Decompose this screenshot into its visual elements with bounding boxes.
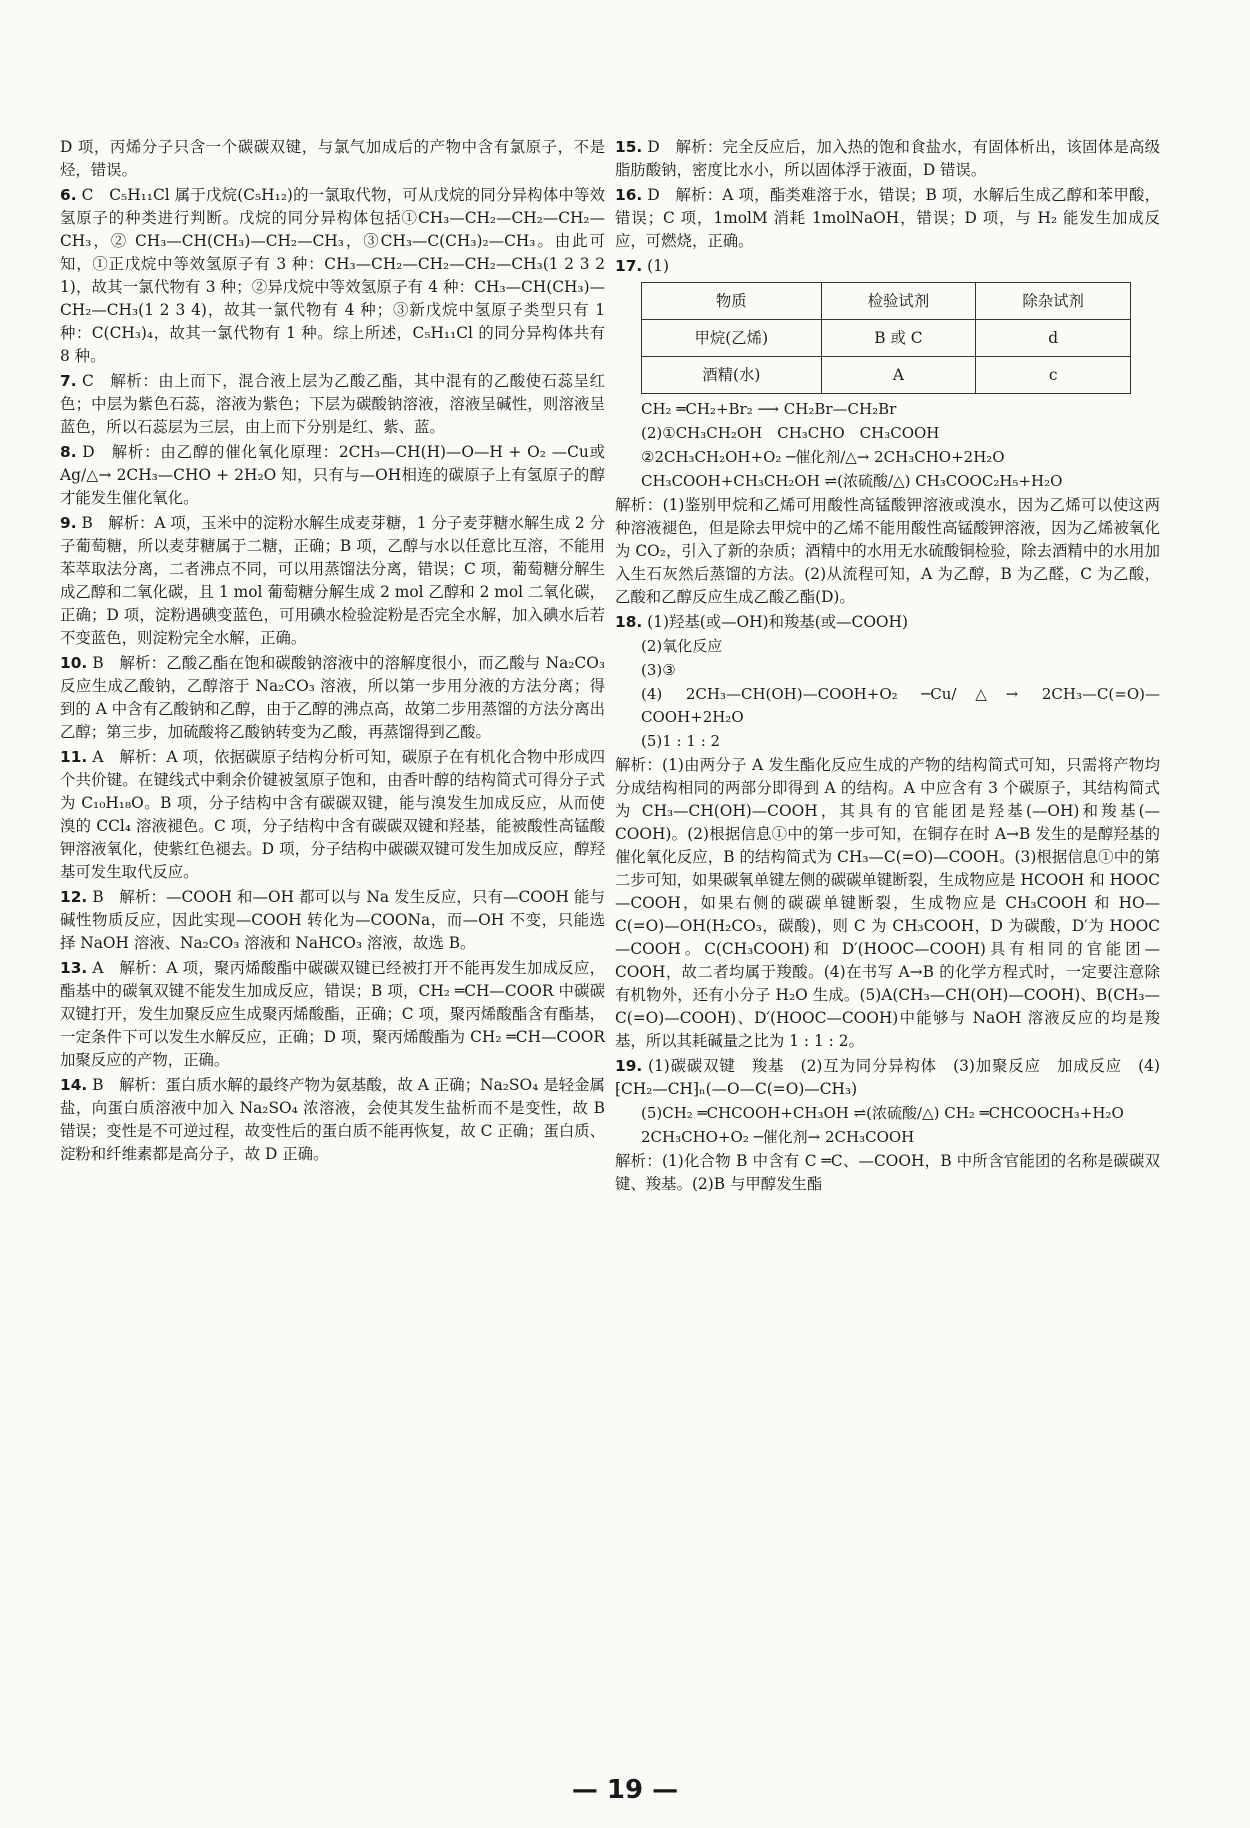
table-cell: 酒精(水) xyxy=(642,357,822,394)
table-cell: c xyxy=(976,357,1131,394)
equation: 2CH₃CHO+O₂ ─催化剂→ 2CH₃COOH xyxy=(641,1128,915,1146)
explanation: 解析：(1)化合物 B 中含有 C ═C、—COOH，B 中所含官能团的名称是碳碳双键、羧基。(2)B 与甲醇发生酯 xyxy=(615,1152,1160,1193)
table-cell: 甲烷(乙烯) xyxy=(642,320,822,357)
explanation: 解析：(1)由两分子 A 发生酯化反应生成的产物的结构简式可知，只需将产物均分成结构相同的两部分即得到 A 的结构。A 中应含有 3 个碳原子，其结构简式为 CH₃—CH(OH)—COOH，其具有的官能团是羟基(—OH)和羧基(—COOH)。(2)根据信息①中的第一步可知，在铜存在时 A→B 发生的是醇羟基的催化氧化反应，B 的结构简式为 CH₃—C(=O)—COOH。(3)根据信息①中的第二步可知，如果碳氧单键左侧的碳碳单键断裂，生成物应是 HCOOH 和 HOOC—COOH，如果右侧的碳碳单键断裂，生成物应是 CH₃COOH 和 HO—C(=O)—OH(H₂CO₃，碳酸)，则 C 为 CH₃COOH，D 为碳酸，D′为 HOOC—COOH。C(CH₃COOH)和 D′(HOOC—COOH)具有相同的官能团—COOH，故二者均属于羧酸。(4)在书写 A→B 的化学方程式时，一定要注意除有机物外，还有小分子 H₂O 生成。(5)A(CH₃—CH(OH)—COOH)、B(CH₃—C(=O)—COOH)、D′(HOOC—COOH)中能够与 NaOH 溶液反应的均是羧基，所以其耗碱量之比为 1 : 1 : 2。 xyxy=(615,756,1160,1050)
answer-8: 8. D 解析：由乙醇的催化氧化原理：2CH₃—CH(H)—O—H + O₂ —Cu或Ag/△→ 2CH₃—CHO + 2H₂O 知，只有与—OH相连的碳原子上有氢原子的醇才能发生催化氧化。 xyxy=(60,443,605,507)
answer-5-cont: D 项，丙烯分子只含一个碳碳双键，与氯气加成后的产物中含有氯原子，不是烃，错误。 xyxy=(60,138,605,179)
table-cell: d xyxy=(976,320,1131,357)
answer-6: 6. C C₅H₁₁Cl 属于戊烷(C₅H₁₂)的一氯取代物，可从戊烷的同分异构体中等效氢原子的种类进行判断。戊烷的同分异构体包括①CH₃—CH₂—CH₂—CH₂—CH₃，② CH₃—CH(CH₃)—CH₂—CH₃，③CH₃—C(CH₃)₂—CH₃。由此可知，①正戊烷中等效氢原子有 3 种：CH₃—CH₂—CH₂—CH₂—CH₃(1 2 3 2 1)，故其一氯代物有 3 种；②异戊烷中等效氢原子有 4 种：CH₃—CH(CH₃)—CH₂—CH₃(1 2 3 4)，故其一氯代物有 4 种；③新戊烷中氢原子类型只有 1 种：C(CH₃)₄，故其一氯代物有 1 种。综上所述，C₅H₁₁Cl 的同分异构体共有 8 种。 xyxy=(60,186,605,365)
answer-14: 14. B 解析：蛋白质水解的最终产物为氨基酸，故 A 正确；Na₂SO₄ 是轻金属盐，向蛋白质溶液中加入 Na₂SO₄ 浓溶液，会使其发生盐析而不是变性，故 B 错误；变性是不可逆过程，故变性后的蛋白质不能再恢复，故 C 正确；蛋白质、淀粉和纤维素都是高分子，故 D 正确。 xyxy=(60,1076,605,1163)
equation: CH₂ ═CH₂+Br₂ ⟶ CH₂Br—CH₂Br xyxy=(641,400,897,418)
answer-9: 9. B 解析：A 项，玉米中的淀粉水解生成麦芽糖，1 分子麦芽糖水解生成 2 分子葡萄糖，所以麦芽糖属于二糖，正确；B 项，乙醇与水以任意比互溶，不能用苯萃取法分离，二者沸点不同，可以用蒸馏法分离，错误；C 项，葡萄糖分解生成乙醇和二氧化碳，且 1 mol 葡萄糖分解生成 2 mol 乙醇和 2 mol 二氧化碳，正确；D 项，淀粉遇碘变蓝色，可用碘水检验淀粉是否完全水解，加入碘水后若不变蓝色，则淀粉完全水解，正确。 xyxy=(60,514,605,647)
equation: (4) 2CH₃—CH(OH)—COOH+O₂ ─Cu/△→ 2CH₃—C(=O)—COOH+2H₂O xyxy=(641,685,1160,726)
table-row xyxy=(642,320,1131,357)
answer-18: 18. (1)羟基(或—OH)和羧基(或—COOH) (2)氧化反应 (3)③ (4) 2CH₃—CH(OH)—COOH+O₂ ─Cu/△→ 2CH₃—C(=O)—COOH+2H₂O (5)1 : 1 : 2 解析：(1)由两分子 A 发生酯化反应生成的产物的结构简式可知，只需将产物均分成结构相同的两部分即得到 A 的结构。A 中应含有 3 个碳原子，其结构简式为 CH₃—CH(OH)—COOH，其具有的官能团是羟基(—OH)和羧基(—COOH)。(2)根据信息①中的第一步可知，在铜存在时 A→B 发生的是醇羟基的催化氧化反应，B 的结构简式为 CH₃—C(=O)—COOH。(3)根据信息①中的第二步可知，如果碳氧单键左侧的碳碳单键断裂，生成物应是 HCOOH 和 HOOC—COOH，如果右侧的碳碳单键断裂，生成物应是 CH₃COOH 和 HO—C(=O)—OH(H₂CO₃，碳酸)，则 C 为 CH₃COOH，D 为碳酸，D′为 HOOC—COOH。C(CH₃COOH)和 D′(HOOC—COOH)具有相同的官能团—COOH，故二者均属于羧酸。(4)在书写 A→B 的化学方程式时，一定要注意除有机物外，还有小分子 H₂O 生成。(5)A(CH₃—CH(OH)—COOH)、B(CH₃—C(=O)—COOH)、D′(HOOC—COOH)中能够与 NaOH 溶液反应的均是羧基，所以其耗碱量之比为 1 : 1 : 2。 xyxy=(615,611,1160,1053)
table-cell: B 或 C xyxy=(821,320,976,357)
answer-7: 7. C 解析：由上而下，混合液上层为乙酸乙酯，其中混有的乙酸使石蕊呈红色；中层为紫色石蕊，溶液为紫色；下层为碳酸钠溶液，溶液呈碱性，则溶液呈蓝色，所以石蕊层为三层，由上而下分别是红、紫、蓝。 xyxy=(60,372,605,436)
answer-17: 17. (1) 物质 检验试剂 除杂试剂 甲烷(乙烯) B 或 C d 酒精(水) A c CH₂ ═CH₂+Br₂ ⟶ CH₂Br—CH₂Br (2)①CH₃CH₂OH CH₃CHO CH₃COOH ②2CH₃CH₂OH+O₂ ─催化剂/△→ 2CH₃CHO+2H₂O CH₃COOH+CH₃CH₂OH ⇌(浓硫酸/△) CH₃COOC₂H₅+H₂O 解析：(1)鉴别甲烷和乙烯可用酸性高锰酸钾溶液或溴水，因为乙烯可以使这两种溶液褪色，但是除去甲烷中的乙烯不能用酸性高锰酸钾溶液，因为乙烯被氧化为 CO₂，引入了新的杂质；酒精中的水用无水硫酸铜检验，除去酒精中的水用加入生石灰然后蒸馏的方法。(2)从流程可知，A 为乙醇，B 为乙醛，C 为乙酸，乙酸和乙醇反应生成乙酸乙酯(D)。 xyxy=(615,255,1160,609)
equation: ②2CH₃CH₂OH+O₂ ─催化剂/△→ 2CH₃CHO+2H₂O xyxy=(641,448,1005,466)
table-row xyxy=(642,357,1131,394)
table-cell: A xyxy=(821,357,976,394)
answer-16: 16. D 解析：A 项，酯类难溶于水，错误；B 项，水解后生成乙醇和苯甲酸，错误；C 项，1molM 消耗 1molNaOH，错误；D 项，与 H₂ 能发生加成反应，可燃烧，正确。 xyxy=(615,186,1160,250)
left-column xyxy=(60,136,605,1168)
table-header-cell: 物质 xyxy=(642,283,822,320)
answer-13: 13. A 解析：A 项，聚丙烯酸酯中碳碳双键已经被打开不能再发生加成反应，酯基中的碳氧双键不能发生加成反应，错误；B 项，CH₂ ═CH—COOR 中碳碳双键打开，发生加聚反应生成聚丙烯酸酯，正确；C 项，聚丙烯酸酯含有酯基，一定条件下可以发生水解反应，正确；D 项，聚丙烯酸酯为 CH₂ ═CH—COOR 加聚反应的产物，正确。 xyxy=(60,959,605,1069)
table-header-row xyxy=(642,283,1131,320)
answer-line: (3)③ xyxy=(641,661,676,679)
answer-12: 12. B 解析：—COOH 和—OH 都可以与 Na 发生反应，只有—COOH 能与碱性物质反应，因此实现—COOH 转化为—COONa，而—OH 不变，只能选择 NaOH 溶液、Na₂CO₃ 溶液和 NaHCO₃ 溶液，故选 B。 xyxy=(60,888,605,952)
answer-line: (2)氧化反应 xyxy=(641,637,723,655)
answer-11: 11. A 解析：A 项，依据碳原子结构分析可知，碳原子在有机化合物中形成四个共价键。在键线式中剩余价键被氢原子饱和，由香叶醇的结构简式可得分子式为 C₁₀H₁₈O。B 项，分子结构中含有碳碳双键，能与溴发生加成反应，从而使溴的 CCl₄ 溶液褪色。C 项，分子结构中含有碳碳双键和羟基，能被酸性高锰酸钾溶液氧化，使紫红色褪去。D 项，分子结构中碳碳双键可发生加成反应，醇羟基可发生取代反应。 xyxy=(60,748,605,881)
answer-line: (5)1 : 1 : 2 xyxy=(641,732,721,750)
equation: (5)CH₂ ═CHCOOH+CH₃OH ⇌(浓硫酸/△) CH₂ ═CHCOOCH₃+H₂O xyxy=(641,1104,1124,1122)
page-number: — 19 — xyxy=(571,1775,679,1805)
reagent-table xyxy=(641,282,1131,394)
table-header-cell: 检验试剂 xyxy=(821,283,976,320)
answer-15: 15. D 解析：完全反应后，加入热的饱和食盐水，有固体析出，该固体是高级脂肪酸钠，密度比水小，所以固体浮于液面，D 错误。 xyxy=(615,138,1160,179)
right-column xyxy=(615,136,1160,1198)
answer-line: (2)①CH₃CH₂OH CH₃CHO CH₃COOH xyxy=(641,424,940,442)
equation: CH₃COOH+CH₃CH₂OH ⇌(浓硫酸/△) CH₃COOC₂H₅+H₂O xyxy=(641,472,1063,490)
explanation: 解析：(1)鉴别甲烷和乙烯可用酸性高锰酸钾溶液或溴水，因为乙烯可以使这两种溶液褪色，但是除去甲烷中的乙烯不能用酸性高锰酸钾溶液，因为乙烯被氧化为 CO₂，引入了新的杂质；酒精中的水用无水硫酸铜检验，除去酒精中的水用加入生石灰然后蒸馏的方法。(2)从流程可知，A 为乙醇，B 为乙醛，C 为乙酸，乙酸和乙醇反应生成乙酸乙酯(D)。 xyxy=(615,496,1160,606)
table-header-cell: 除杂试剂 xyxy=(976,283,1131,320)
answer-10: 10. B 解析：乙酸乙酯在饱和碳酸钠溶液中的溶解度很小，而乙酸与 Na₂CO₃ 反应生成乙酸钠，乙醇溶于 Na₂CO₃ 溶液，所以第一步用分液的方法分离；得到的 A 中含有乙酸钠和乙醇，由于乙醇的沸点高，故第二步用蒸馏的方法分离出乙醇；第三步，加硫酸将乙酸钠转变为乙酸，再蒸馏得到乙酸。 xyxy=(60,654,605,741)
answer-19: 19. (1)碳碳双键 羧基 (2)互为同分异构体 (3)加聚反应 加成反应 (4) ⁅CH₂—CH⁆ₙ(—O—C(=O)—CH₃) (5)CH₂ ═CHCOOH+CH₃OH ⇌(浓硫酸/△) CH₂ ═CHCOOCH₃+H₂O 2CH₃CHO+O₂ ─催化剂→ 2CH₃COOH 解析：(1)化合物 B 中含有 C ═C、—COOH，B 中所含官能团的名称是碳碳双键、羧基。(2)B 与甲醇发生酯 xyxy=(615,1055,1160,1196)
